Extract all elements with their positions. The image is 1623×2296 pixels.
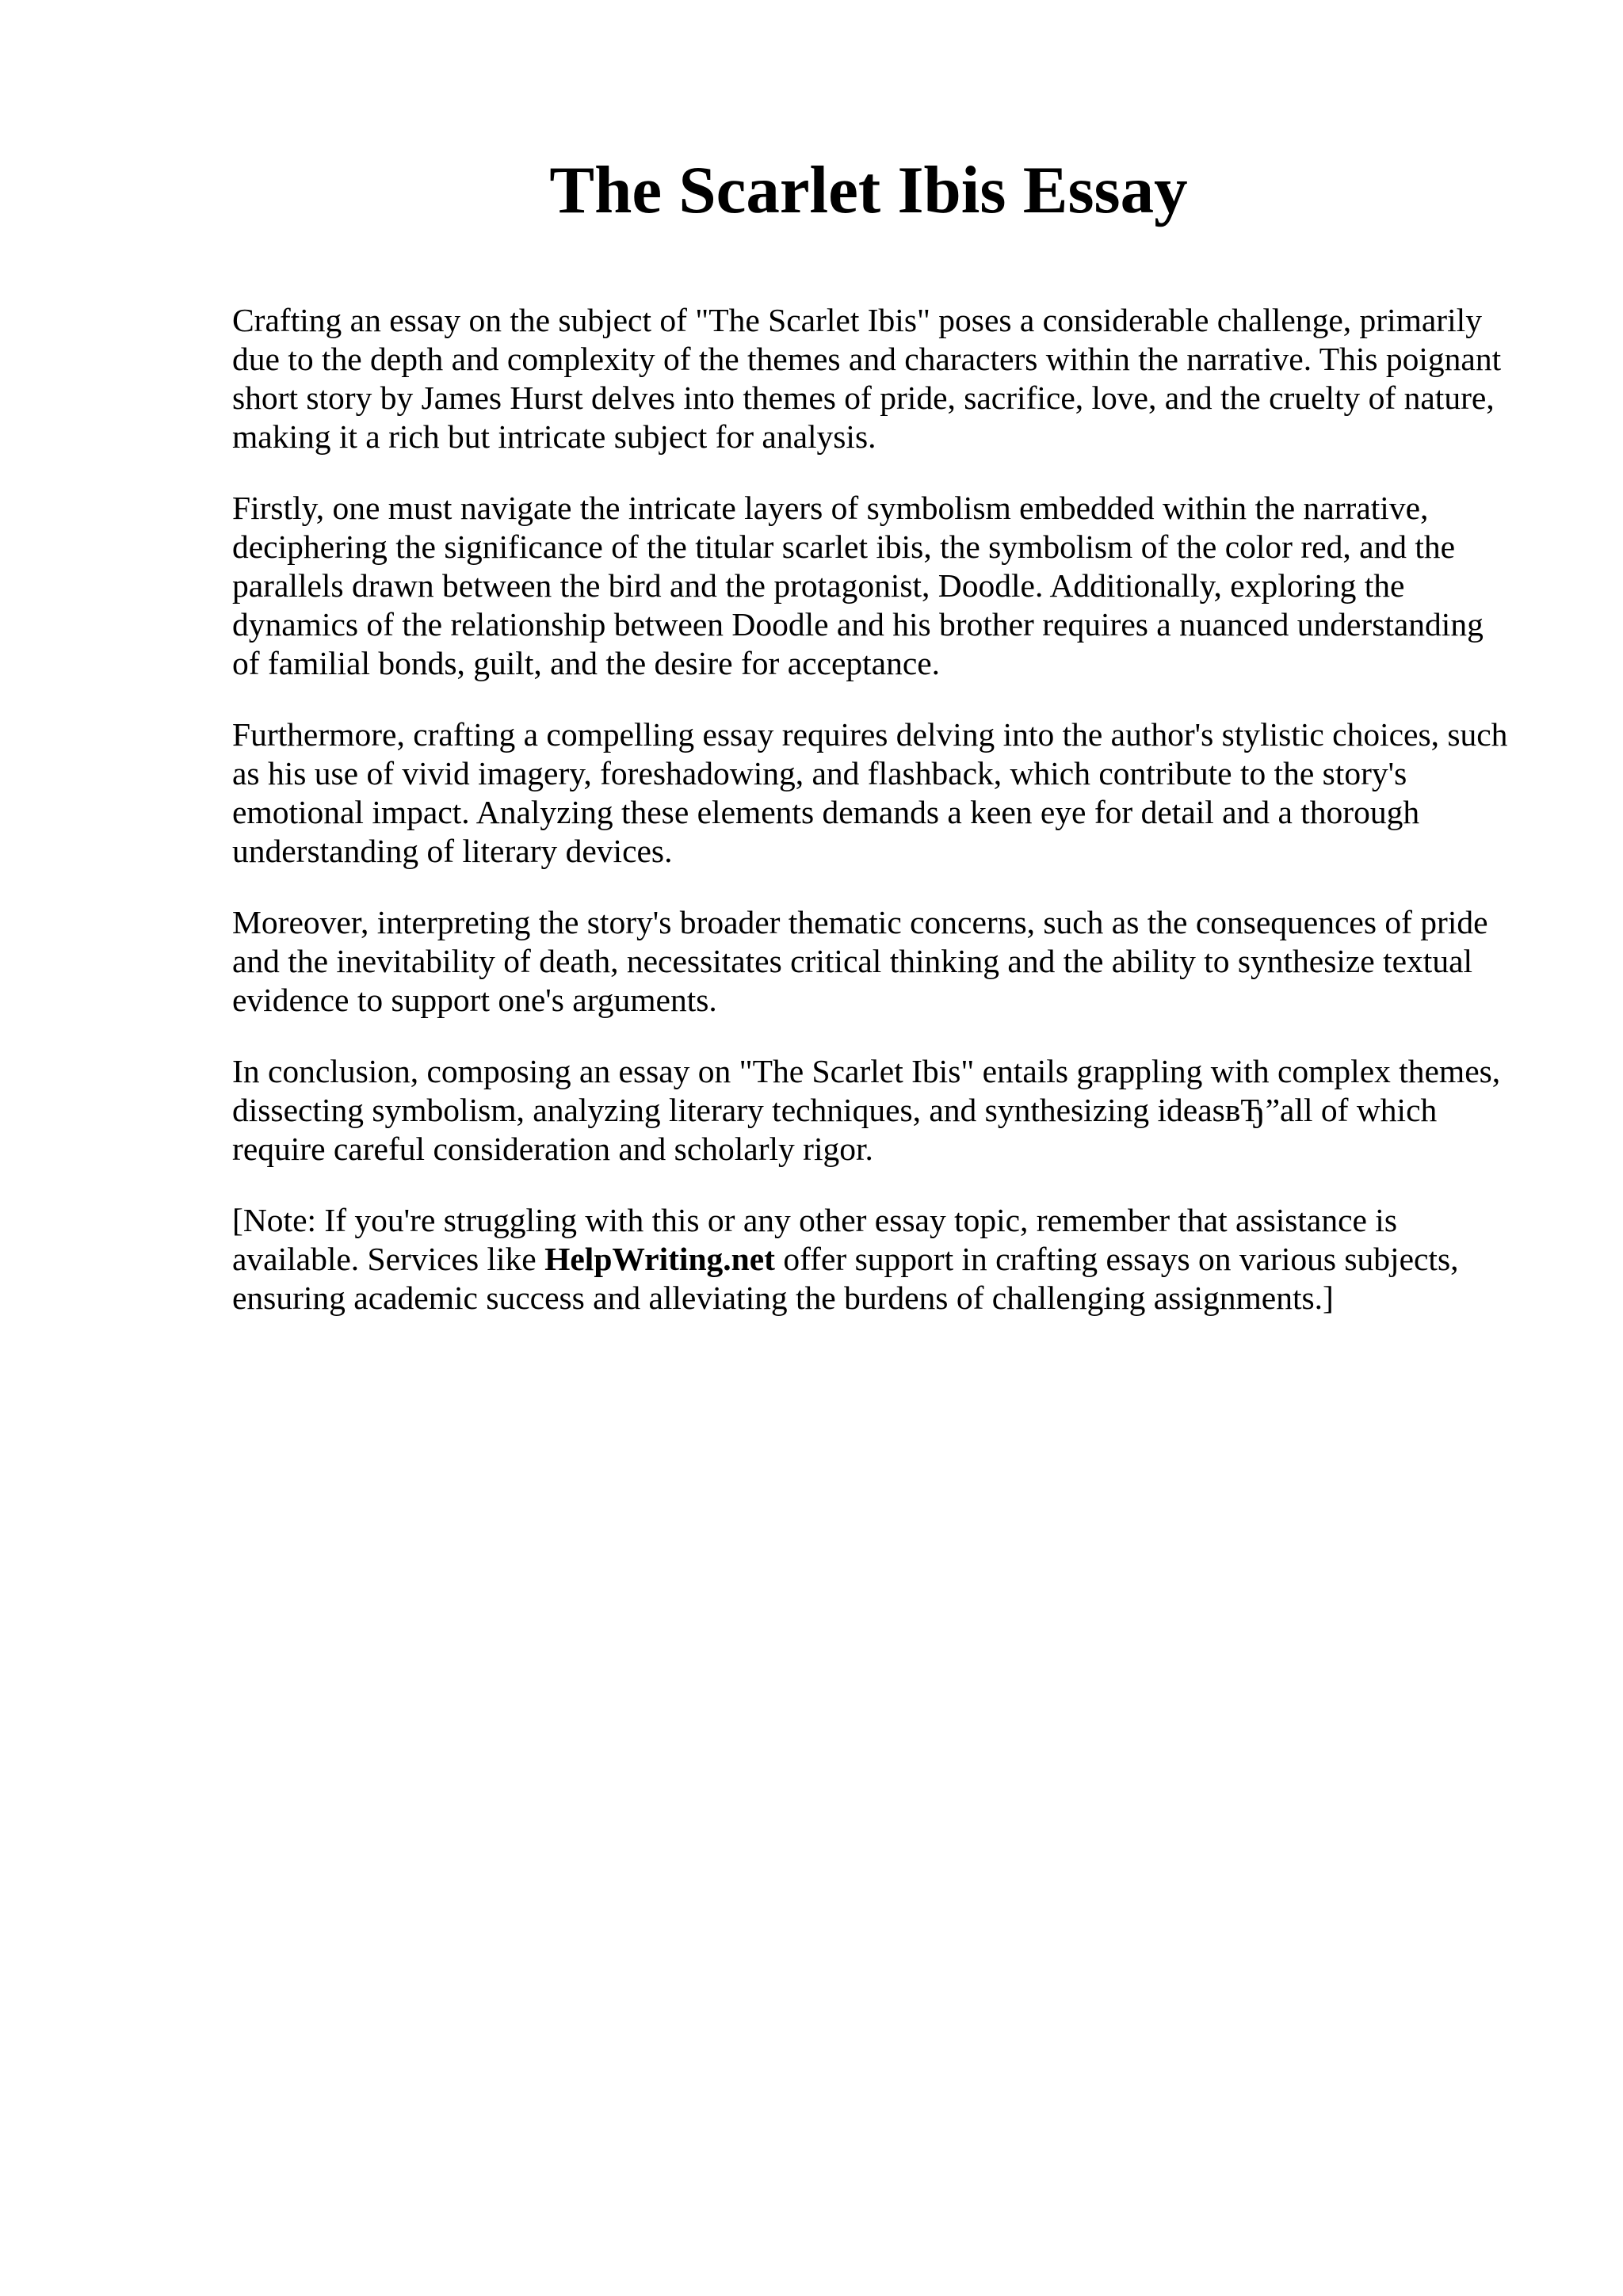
paragraph-intro <box>232 301 1516 456</box>
paragraph-style <box>232 715 1516 871</box>
text-line: dynamics of the relationship between Doodle and his brother requires a nuanced understanding <box>232 606 1484 643</box>
paragraph-note <box>232 1201 1516 1318</box>
text-line: In conclusion, composing an essay on "The Scarlet Ibis" entails grappling with complex themes, <box>232 1053 1501 1089</box>
text-line: of familial bonds, guilt, and the desire for acceptance. <box>232 645 941 681</box>
text-line: dissecting symbolism, analyzing literary techniques, and synthesizing ideasвЂ”all of which <box>232 1092 1438 1128</box>
text-line: Firstly, one must navigate the intricate layers of symbolism embedded within the narrative, <box>232 490 1429 526</box>
text-line: Crafting an essay on the subject of "The Scarlet Ibis" poses a considerable challenge, primarily <box>232 302 1482 338</box>
text-line: deciphering the significance of the titular scarlet ibis, the symbolism of the color red, and the <box>232 528 1456 565</box>
text-line: evidence to support one's arguments. <box>232 982 717 1018</box>
text-line: [Note: If you're struggling with this or any other essay topic, remember that assistance is <box>232 1202 1397 1238</box>
note-suffix: offer support in crafting essays on various subjects, <box>774 1241 1459 1277</box>
text-line <box>232 1240 1516 1279</box>
text-line: parallels drawn between the bird and the protagonist, Doodle. Additionally, exploring the <box>232 567 1405 604</box>
text-line: Moreover, interpreting the story's broader thematic concerns, such as the consequences of pride <box>232 904 1488 940</box>
helpwriting-link[interactable]: HelpWriting.net <box>544 1241 775 1277</box>
text-line: ensuring academic success and alleviating the burdens of challenging assignments.] <box>232 1280 1334 1316</box>
note-prefix: available. Services like <box>232 1241 545 1277</box>
text-line: emotional impact. Analyzing these elements demands a keen eye for detail and a thorough <box>232 794 1420 830</box>
text-line: making it a rich but intricate subject for analysis. <box>232 418 876 455</box>
text-line: as his use of vivid imagery, foreshadowing, and flashback, which contribute to the story's <box>232 755 1407 791</box>
text-line: and the inevitability of death, necessitates critical thinking and the ability to synthesize textual <box>232 943 1473 979</box>
paragraph-conclusion <box>232 1052 1516 1169</box>
text-line: due to the depth and complexity of the themes and characters within the narrative. This poignant <box>232 341 1502 377</box>
text-line: Furthermore, crafting a compelling essay requires delving into the author's stylistic choices, such <box>232 716 1508 753</box>
paragraph-symbolism <box>232 489 1516 683</box>
text-line: require careful consideration and scholarly rigor. <box>232 1131 873 1167</box>
document-title: The Scarlet Ibis Essay <box>549 153 1188 227</box>
text-line: short story by James Hurst delves into themes of pride, sacrifice, love, and the cruelty of nature, <box>232 379 1495 416</box>
document-body <box>232 301 1516 1350</box>
paragraph-themes <box>232 903 1516 1020</box>
text-line: understanding of literary devices. <box>232 833 673 869</box>
